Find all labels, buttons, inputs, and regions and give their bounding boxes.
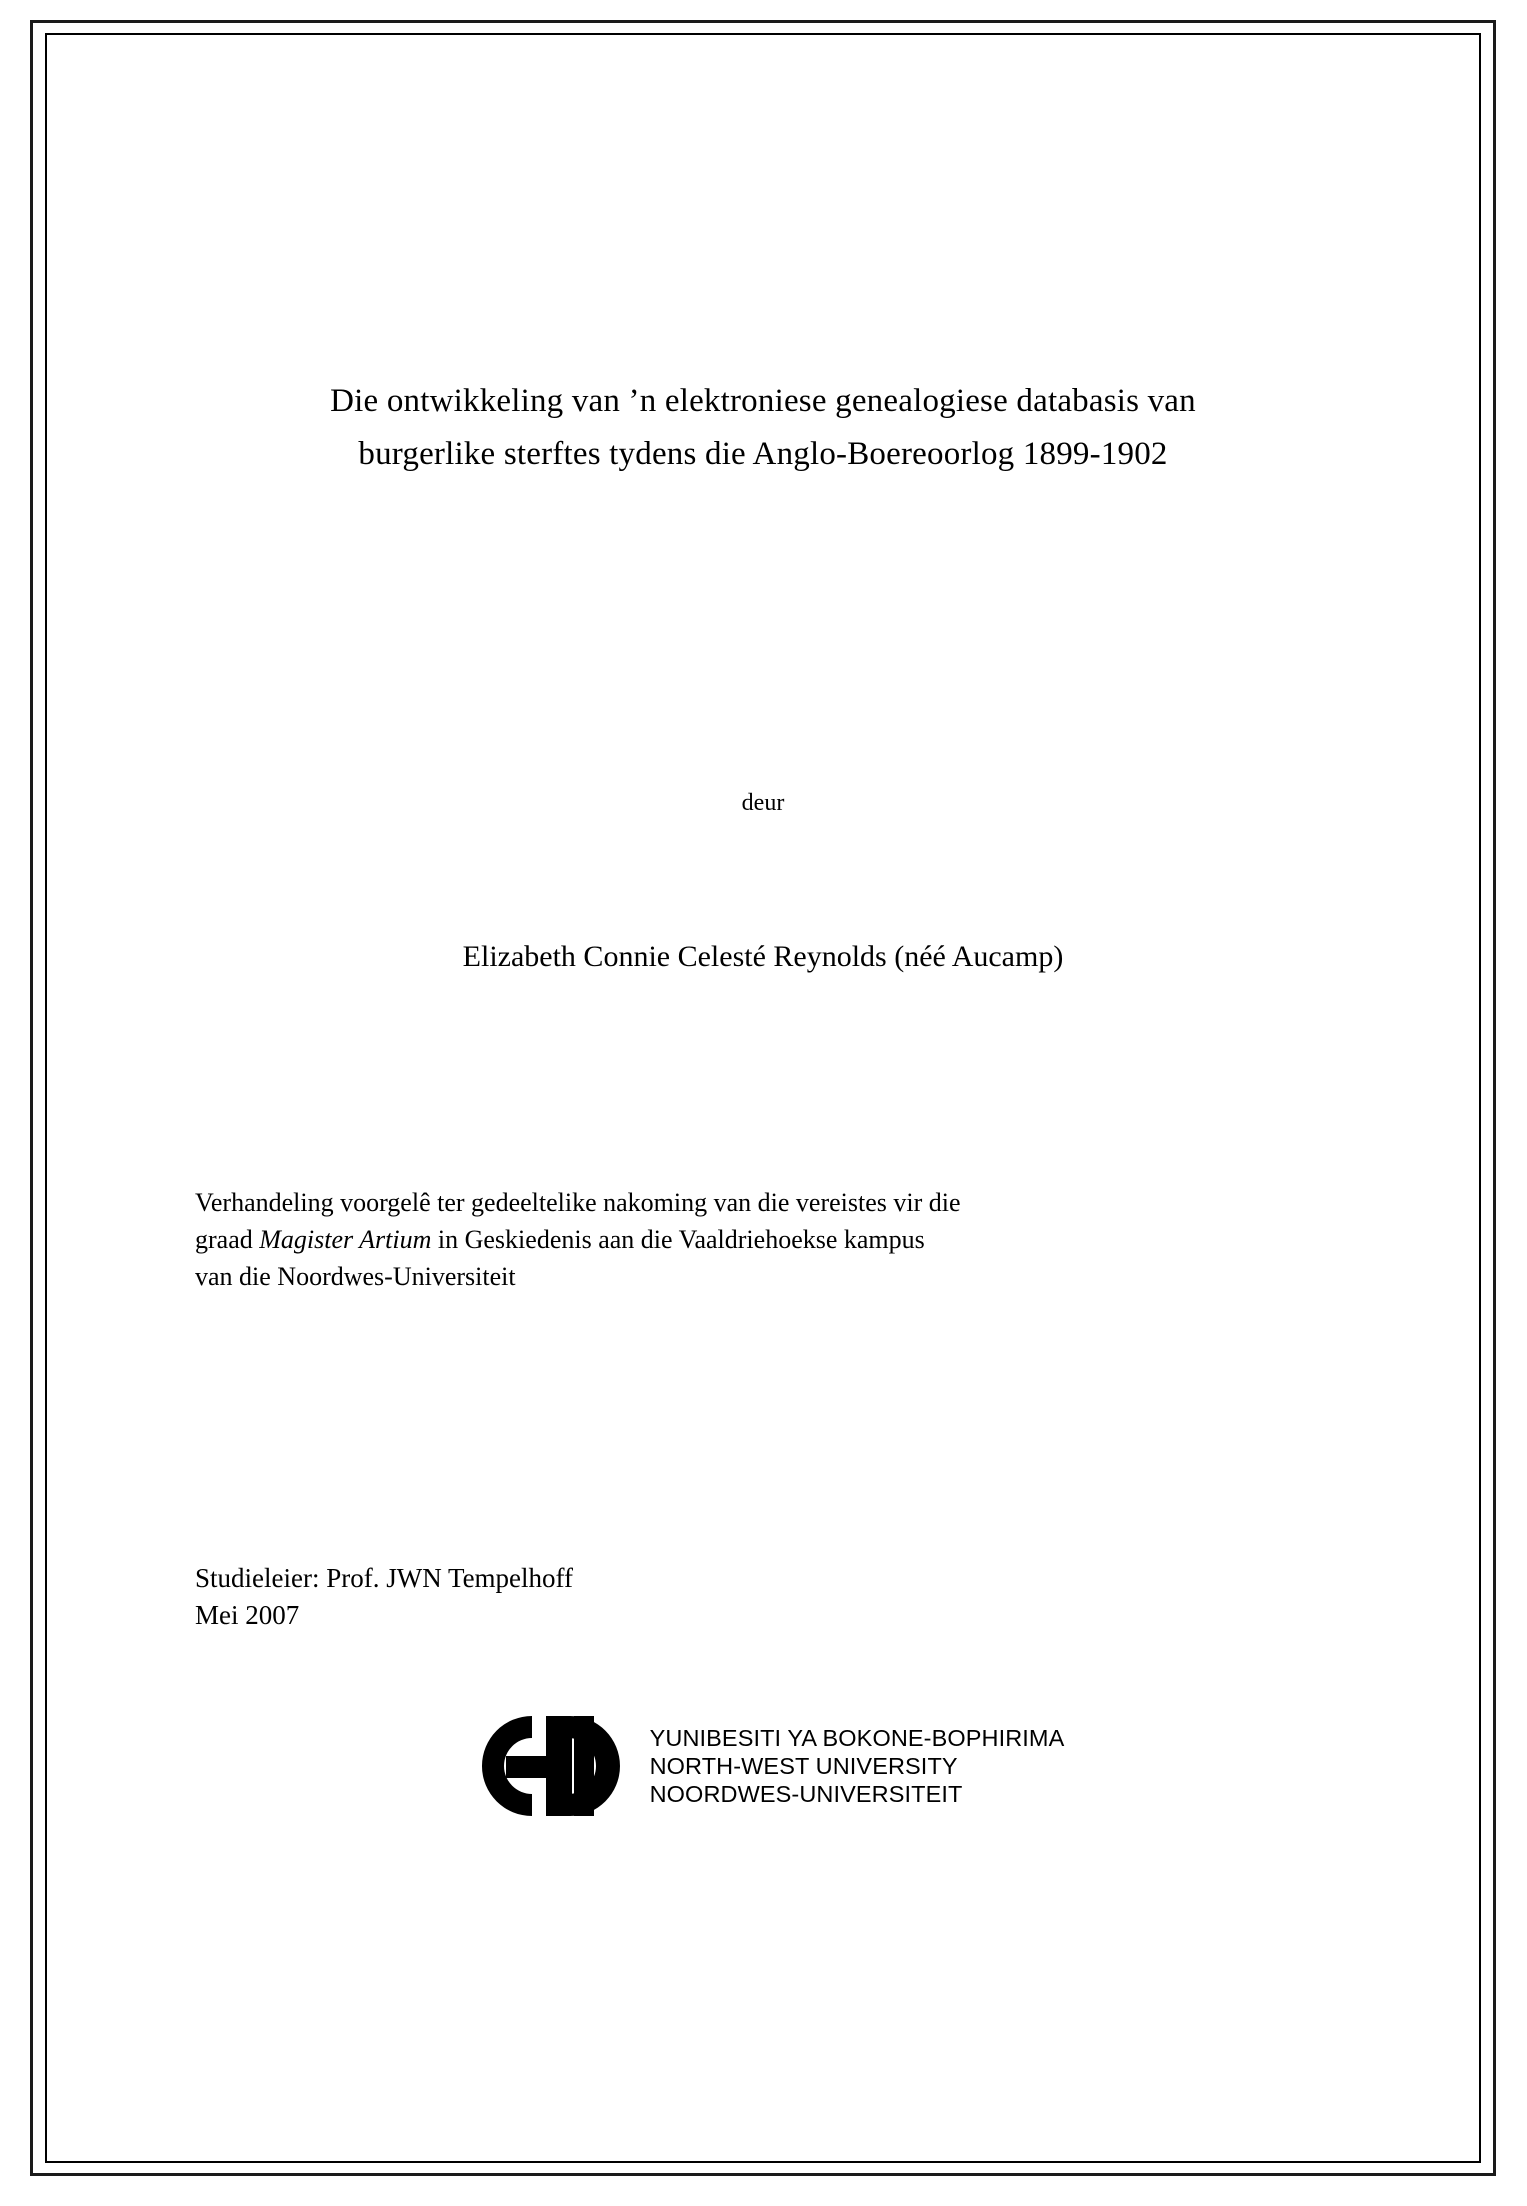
title-line-1: Die ontwikkeling van ’n elektroniese genealogiese databasis van (330, 383, 1196, 419)
logo-text-line-2: NORTH-WEST UNIVERSITY (649, 1752, 958, 1779)
university-logo (47, 1710, 1479, 1822)
degree-statement-line-2-suffix: in Geskiedenis aan die Vaaldriehoekse kampus (431, 1224, 925, 1254)
supervisor-name: Studieleier: Prof. JWN Tempelhoff (195, 1563, 574, 1593)
degree-name: Magister Artium (259, 1224, 432, 1254)
page-title (167, 375, 1359, 482)
degree-statement-line-1: Verhandeling voorgelê ter gedeeltelike nakoming van die vereistes vir die (195, 1188, 961, 1217)
degree-statement-line-2 (195, 1222, 1331, 1259)
page-border-inner (45, 33, 1481, 2163)
logo-text-line-1: YUNIBESITI YA BOKONE-BOPHIRIMA (649, 1724, 1065, 1751)
university-logo-text (650, 1724, 1065, 1809)
nwu-logo-icon (462, 1710, 640, 1822)
degree-statement-line-2-prefix: graad (195, 1224, 260, 1254)
title-line-2: burgerlike sterftes tydens die Anglo-Boereoorlog 1899-1902 (358, 436, 1168, 473)
title-page-content (47, 35, 1479, 2161)
page-border-outer (30, 20, 1496, 2176)
degree-statement (195, 1185, 1331, 1296)
author-name: Elizabeth Connie Celesté Reynolds (néé Aucamp) (462, 940, 1064, 973)
byline-label: deur (741, 790, 785, 816)
degree-statement-line-3: van die Noordwes-Universiteit (195, 1261, 516, 1291)
logo-text-line-3: NOORDWES-UNIVERSITEIT (649, 1781, 963, 1808)
submission-date: Mei 2007 (195, 1600, 300, 1631)
supervisor-block (195, 1560, 573, 1635)
